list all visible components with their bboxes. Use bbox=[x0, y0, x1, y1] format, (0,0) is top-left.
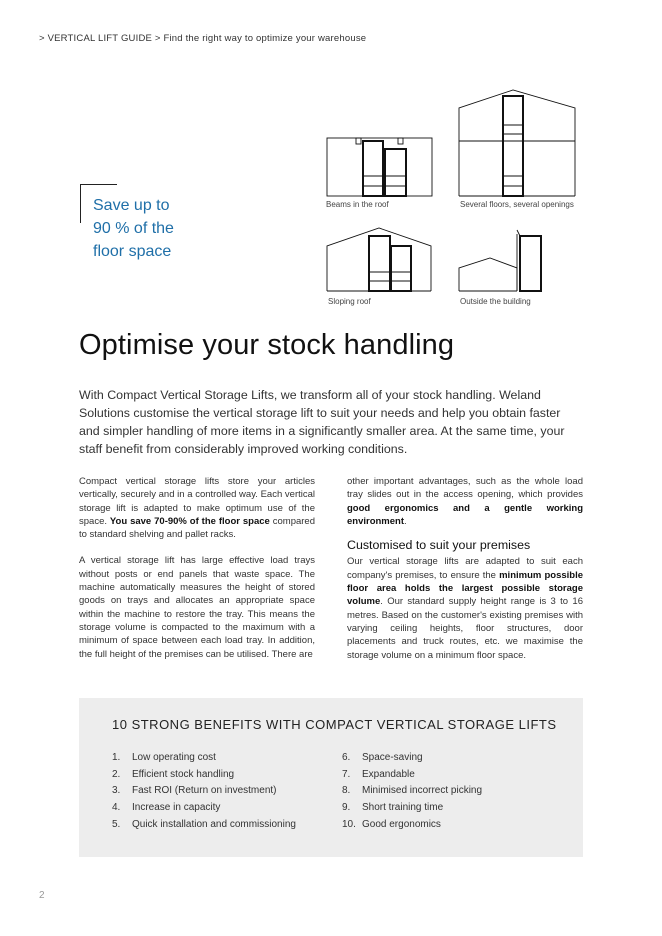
callout-text bbox=[93, 194, 203, 263]
left-paragraph-1: Compact vertical storage lifts store your articles vertically, securely and in a controlled way. Each vertical storage lift is adapted to make optimum use of the space. You save 70-90% of the floor space compared to standard shelving and pallet racks. bbox=[79, 476, 315, 541]
benefits-list-right bbox=[342, 750, 482, 833]
right-paragraph-1: other important advantages, such as the whole load tray slides out in the access opening, which provides good ergonomics and a gentle working environment. bbox=[347, 476, 583, 527]
breadcrumb: > VERTICAL LIFT GUIDE > Find the right way to optimize your warehouse bbox=[39, 33, 367, 44]
benefit-item: 3. Fast ROI (Return on investment) bbox=[112, 785, 277, 797]
benefit-item: 7. Expandable bbox=[342, 768, 415, 780]
benefits-heading: 10 STRONG BENEFITS WITH COMPACT VERTICAL STORAGE LIFTS bbox=[112, 717, 557, 732]
benefit-item: 9. Short training time bbox=[342, 802, 444, 814]
benefit-item: 10. Good ergonomics bbox=[342, 818, 441, 830]
outside-building-illustration bbox=[458, 226, 546, 294]
storage-volume-highlight: minimum possible floor area holds the largest possible storage volume bbox=[347, 569, 583, 608]
callout-line-1: Save up to bbox=[93, 197, 170, 214]
benefit-item: 5. Quick installation and commissioning bbox=[112, 818, 296, 830]
caption-beams: Beams in the roof bbox=[326, 200, 389, 209]
caption-sloping: Sloping roof bbox=[328, 297, 371, 306]
benefit-item: 6. Space-saving bbox=[342, 752, 423, 763]
benefit-item: 4. Increase in capacity bbox=[112, 802, 221, 814]
intro-paragraph: With Compact Vertical Storage Lifts, we transform all of your stock handling. Weland Solutions customise the vertical storage lift to suit your needs and help you obtain faster and simpler handling of more items in a significantly smaller area. At the same time, your staff benefit from considerably improved working conditions. bbox=[79, 388, 565, 456]
page-title: Optimise your stock handling bbox=[79, 329, 455, 361]
benefit-item: 1. Low operating cost bbox=[112, 752, 216, 763]
benefits-list-left bbox=[112, 750, 296, 833]
sloping-roof-illustration bbox=[326, 226, 434, 294]
beams-roof-illustration bbox=[326, 136, 434, 198]
several-floors-illustration bbox=[458, 88, 578, 198]
caption-floors: Several floors, several openings bbox=[460, 200, 574, 209]
ergonomics-highlight: good ergonomics and a gentle working environment bbox=[347, 502, 583, 527]
page-number: 2 bbox=[39, 890, 45, 901]
right-column bbox=[347, 475, 583, 675]
left-column bbox=[79, 475, 315, 674]
callout-line-2: 90 % of the bbox=[93, 220, 174, 237]
benefits-box bbox=[79, 698, 583, 857]
caption-outside: Outside the building bbox=[460, 297, 531, 306]
callout-line-3: floor space bbox=[93, 243, 172, 260]
benefit-item: 8. Minimised incorrect picking bbox=[342, 785, 483, 797]
premises-subheading: Customised to suit your premises bbox=[347, 538, 531, 553]
benefit-item: 2. Efficient stock handling bbox=[112, 768, 235, 780]
right-paragraph-2: Our vertical storage lifts are adapted to suit each company's premises, to ensure the minimum possible floor area holds the largest possible storage volume. Our standard supply height range is 3 to 16 metres. Based on the customer's existing premises with varying ceiling heights, floor structures, door placements and truck routes, etc. we maximise the storage volume on a minimum floor space. bbox=[347, 556, 583, 661]
floor-space-highlight: You save 70-90% of the floor space bbox=[109, 515, 270, 527]
left-paragraph-2: A vertical storage lift has large effective load trays without posts or end panels that waste space. The machine automatically measures the height of stored goods on trays and allocates an appropriate space within the machine to restore the tray. This means the storage volume is compacted to the maximum with a minimum of space between each load tray. In addition, the full height of the premises can be utilised. There are bbox=[79, 555, 315, 660]
